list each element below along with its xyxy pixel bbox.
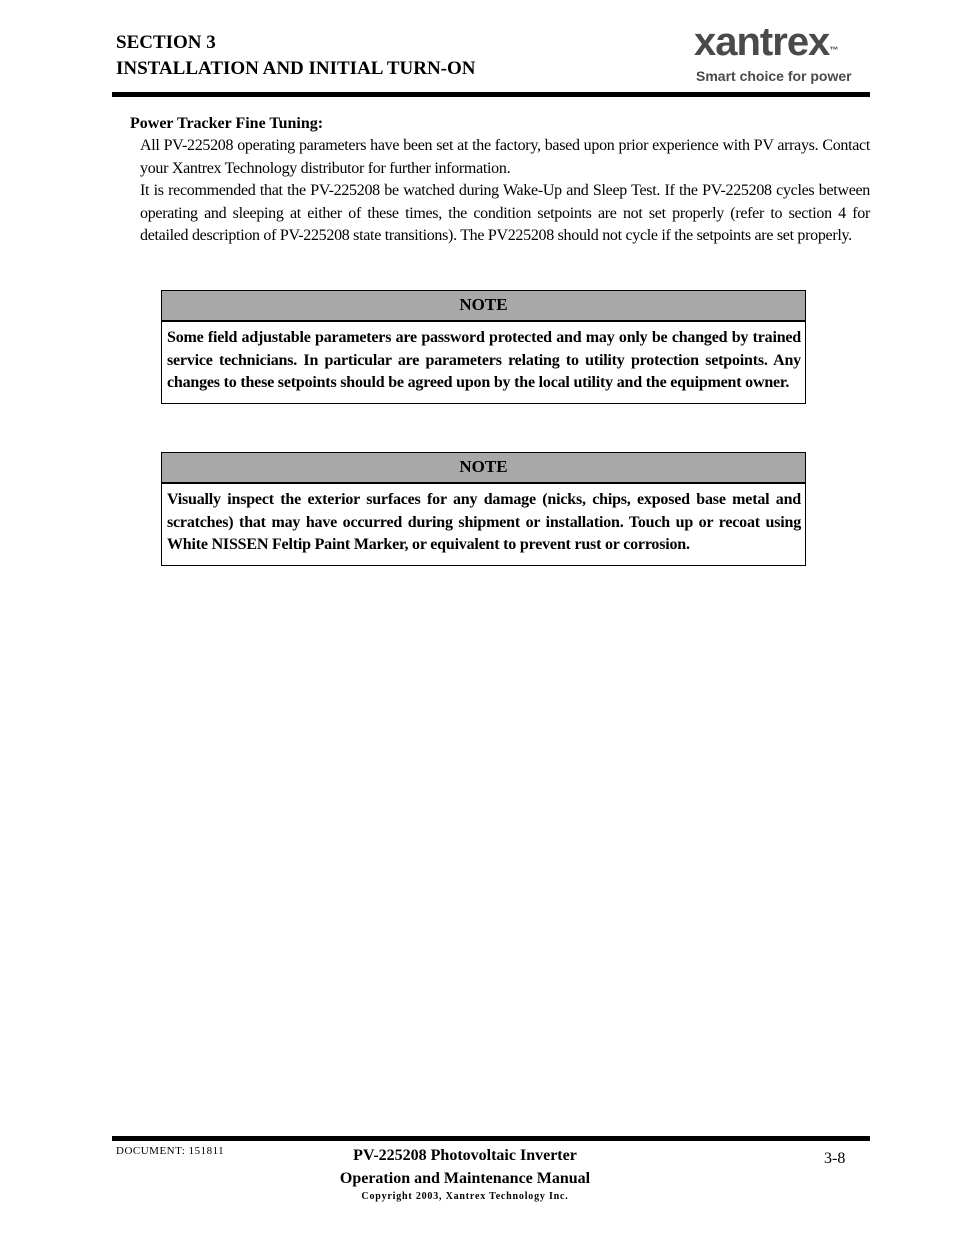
- note-box-inspection: [161, 452, 806, 566]
- logo-tagline: Smart choice for power: [696, 68, 852, 84]
- xantrex-logo: [694, 22, 864, 90]
- logo-wordmark: xantrex: [694, 20, 830, 64]
- subsection-heading: Power Tracker Fine Tuning:: [130, 115, 324, 132]
- footer-center: [300, 1144, 630, 1204]
- trademark-icon: ™: [829, 45, 839, 55]
- paragraph: All PV-225208 operating parameters have been set at the factory, based upon prior experience with PV arrays. Contact your Xantrex Technology distributor for further information.: [140, 137, 870, 177]
- section-title: INSTALLATION AND INITIAL TURN-ON: [116, 58, 476, 79]
- manual-title: Operation and Maintenance Manual: [339, 1170, 591, 1187]
- copyright: Copyright 2003, Xantrex Technology Inc.: [361, 1191, 569, 1202]
- note-text: Visually inspect the exterior surfaces for any damage (nicks, chips, exposed base metal and scratches) that may have occurred during shipment or installation. Touch up or recoat using White NISSEN Feltip Paint Marker, or equivalent to prevent rust or corrosion.: [167, 491, 801, 553]
- note-title: NOTE: [162, 291, 805, 322]
- note-box-password: [161, 290, 806, 404]
- note-text: Some field adjustable parameters are password protected and may only be changed by trained service technicians. In particular are parameters relating to utility protection setpoints. Any changes to these setpoints should be agreed upon by the local utility and the equipment owner.: [167, 329, 801, 391]
- document-number: DOCUMENT: 151811: [116, 1145, 225, 1157]
- page-number: 3-8: [824, 1150, 846, 1167]
- paragraph: It is recommended that the PV-225208 be watched during Wake-Up and Sleep Test. If the PV-225208 cycles between operating and sleeping at either of these times, the condition setpoints are not set properly (refer to section 4 for detailed description of PV-225208 state transitions). The PV225208 should not cycle if the setpoints are set properly.: [140, 182, 870, 244]
- header-divider: [112, 92, 870, 97]
- product-title: PV-225208 Photovoltaic Inverter: [353, 1147, 577, 1164]
- body-text: [140, 135, 870, 248]
- footer-divider: [112, 1136, 870, 1141]
- section-number: SECTION 3: [116, 32, 216, 53]
- note-title: NOTE: [162, 453, 805, 484]
- section-header: [116, 30, 476, 82]
